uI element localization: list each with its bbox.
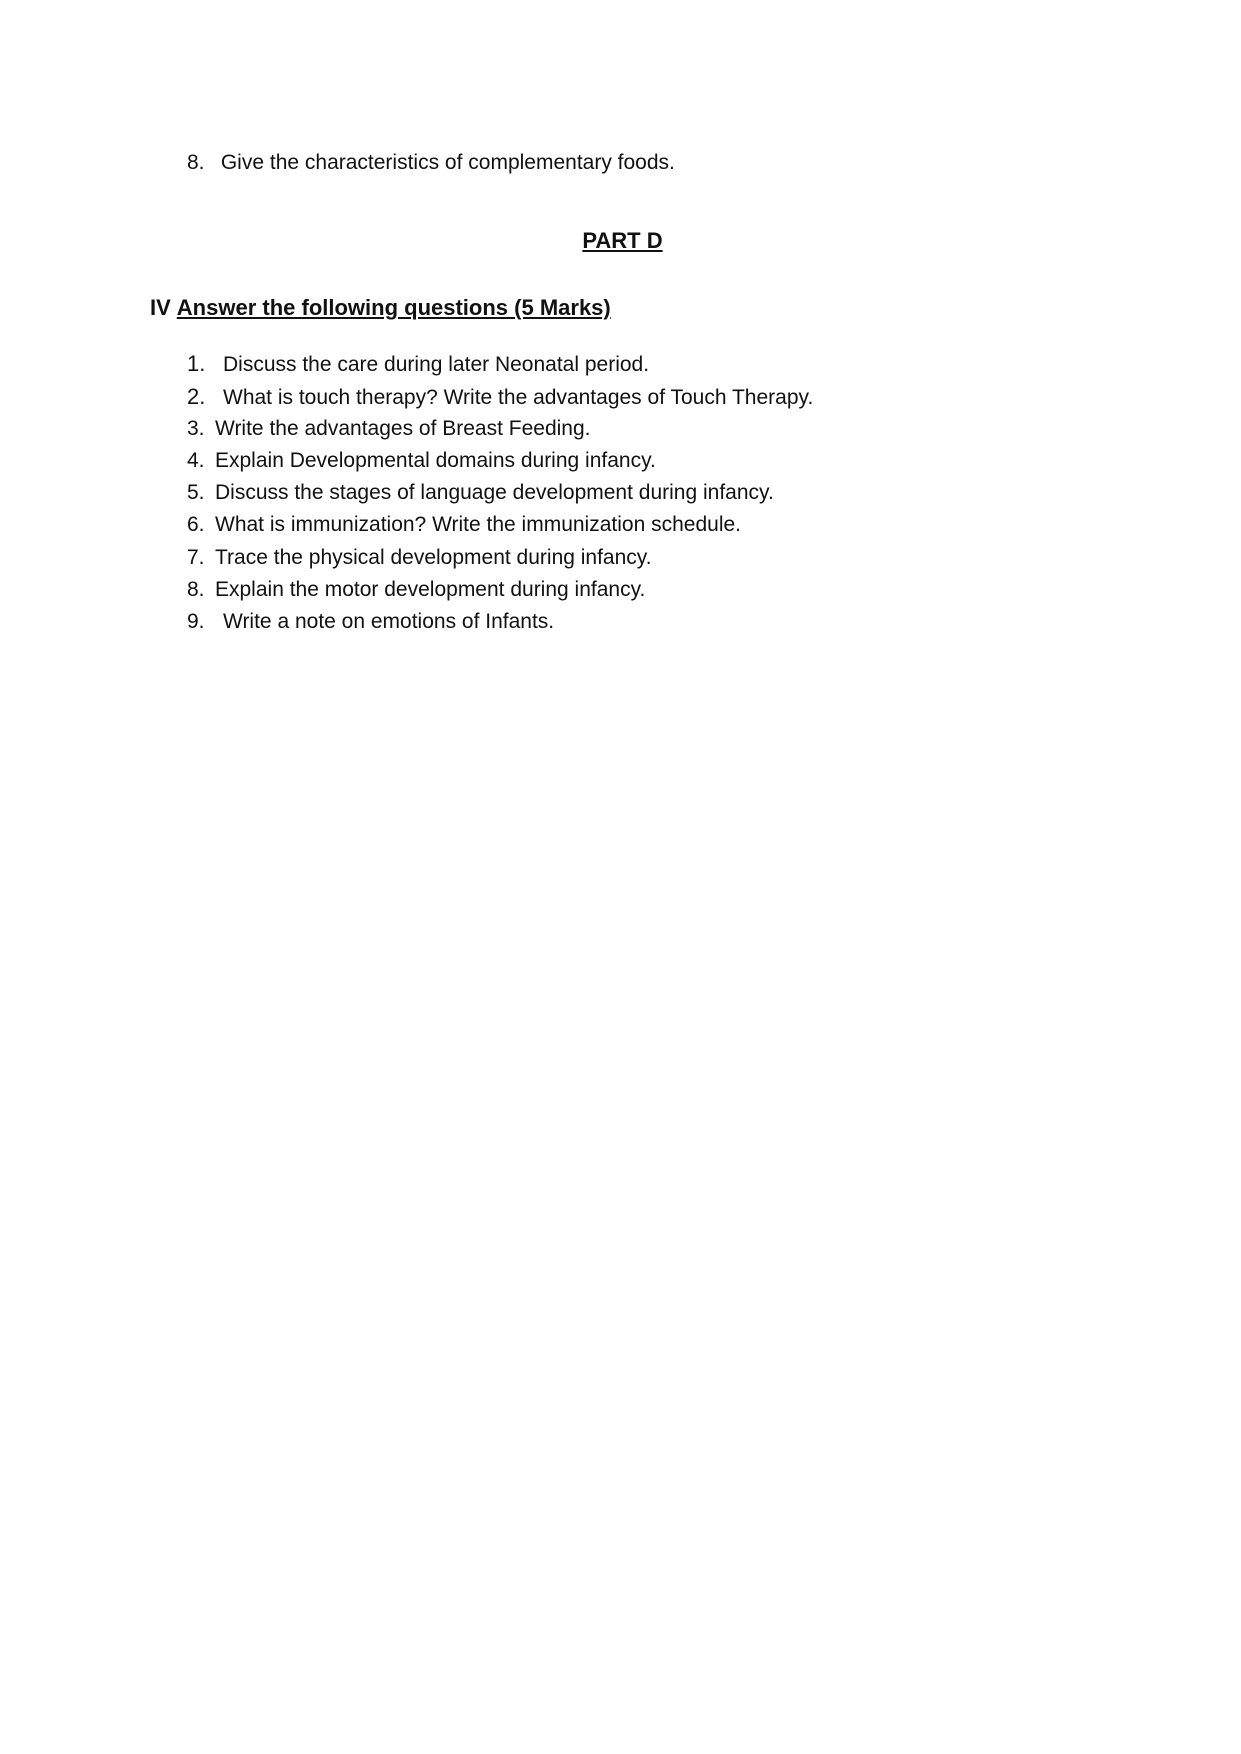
- question-number: 8.: [187, 151, 205, 174]
- question-number: 5.: [187, 481, 205, 504]
- question-text: What is touch therapy? Write the advantages of Touch Therapy.: [223, 386, 814, 409]
- list-item: [187, 384, 813, 411]
- question-text: Give the characteristics of complementary foods.: [220, 151, 675, 174]
- part-heading: [0, 228, 1241, 254]
- list-item: [187, 448, 656, 474]
- list-item: [187, 609, 554, 635]
- section-heading: [150, 295, 611, 321]
- list-item: [187, 480, 774, 506]
- question-text: Explain the motor development during infancy.: [215, 578, 646, 601]
- question-text: What is immunization? Write the immunization schedule.: [215, 513, 741, 536]
- list-item: [187, 577, 645, 603]
- part-heading-text: PART D: [582, 228, 663, 253]
- list-item: [187, 512, 741, 538]
- question-text: Write a note on emotions of Infants.: [223, 610, 555, 633]
- list-item: [187, 416, 591, 442]
- question-number: 6.: [187, 513, 205, 536]
- previous-question: [187, 150, 675, 176]
- list-item: [187, 351, 649, 378]
- question-number: 9.: [187, 610, 205, 633]
- question-number: 3.: [187, 417, 205, 440]
- question-text: Trace the physical development during infancy.: [215, 546, 652, 569]
- question-number: 7.: [187, 546, 205, 569]
- question-number: 8.: [187, 578, 205, 601]
- question-number: 4.: [187, 449, 205, 472]
- question-number: 1.: [187, 351, 206, 376]
- list-item: [187, 545, 652, 571]
- section-title: Answer the following questions (5 Marks): [176, 295, 611, 320]
- question-text: Discuss the care during later Neonatal period.: [223, 353, 650, 376]
- section-roman-numeral: IV: [150, 295, 171, 320]
- question-text: Explain Developmental domains during infancy.: [215, 449, 656, 472]
- question-text: Write the advantages of Breast Feeding.: [215, 417, 591, 440]
- question-text: Discuss the stages of language development during infancy.: [215, 481, 774, 504]
- question-number: 2.: [187, 384, 206, 409]
